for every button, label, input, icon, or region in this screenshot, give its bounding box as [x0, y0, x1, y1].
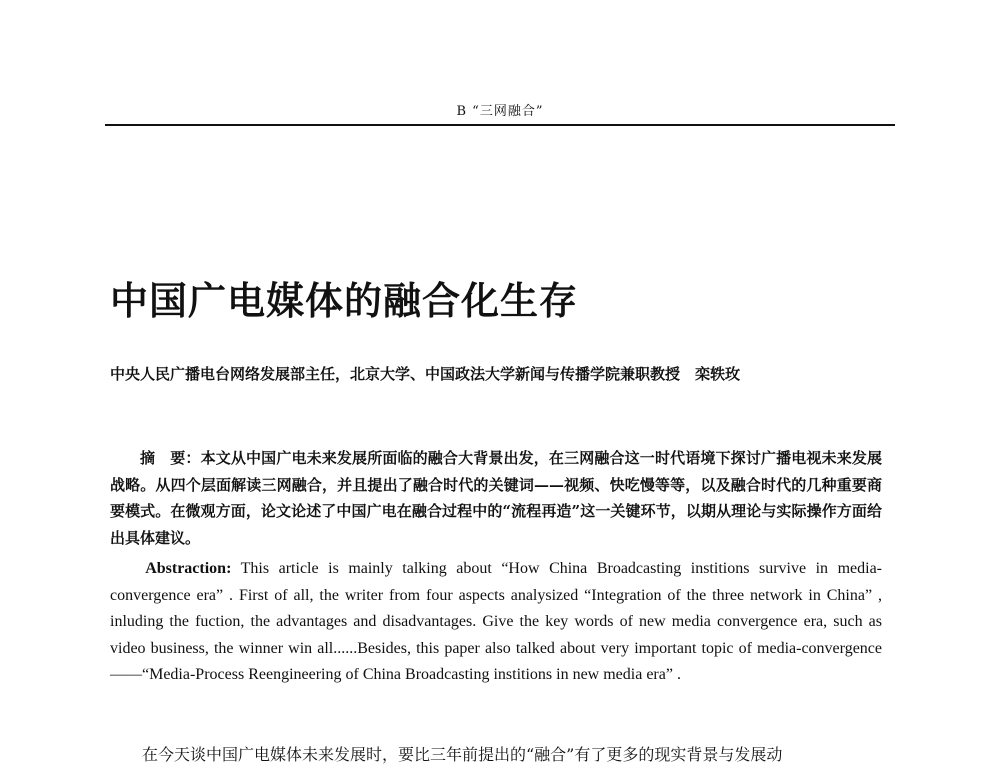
- author-line: 中央人民广播电台网络发展部主任，北京大学、中国政法大学新闻与传播学院兼职教授 栾轶玫: [110, 365, 741, 383]
- abstract-chinese-label: 摘 要：: [140, 449, 201, 467]
- article-title: 中国广电媒体的融合化生存: [110, 278, 579, 323]
- abstract-english: [110, 556, 882, 689]
- body-first-line: 在今天谈中国广电媒体未来发展时，要比三年前提出的“融合”有了更多的现实背景与发展动: [142, 745, 783, 764]
- running-head: B “三网融合”: [456, 104, 544, 119]
- abstract-english-text: This article is mainly talking about “How China Broadcasting institions survive in media-convergence era” . First of all, the writer from four aspects analysized “Integration of the three network in China” , inluding the fuction, the advantages and disadvantages. Give the key words of new media convergence era, such as video business, the winner win all......Besides, this paper also talked about very important topic of media-convergence——“Media-Process Reengineering of China Broadcasting institions in new media era” .: [110, 560, 882, 683]
- abstract-chinese: [110, 445, 882, 551]
- header-rule: [105, 124, 895, 126]
- abstract-english-label: Abstraction:: [145, 560, 232, 577]
- abstract-chinese-text: 本文从中国广电未来发展所面临的融合大背景出发，在三网融合这一时代语境下探讨广播电视未来发展战略。从四个层面解读三网融合，并且提出了融合时代的关键词——视频、快吃慢等等，以及融合时代的几种重要商要模式。在微观方面，论文论述了中国广电在融合过程中的“流程再造”这一关键环节，以期从理论与实际操作方面给出具体建议。: [110, 449, 882, 547]
